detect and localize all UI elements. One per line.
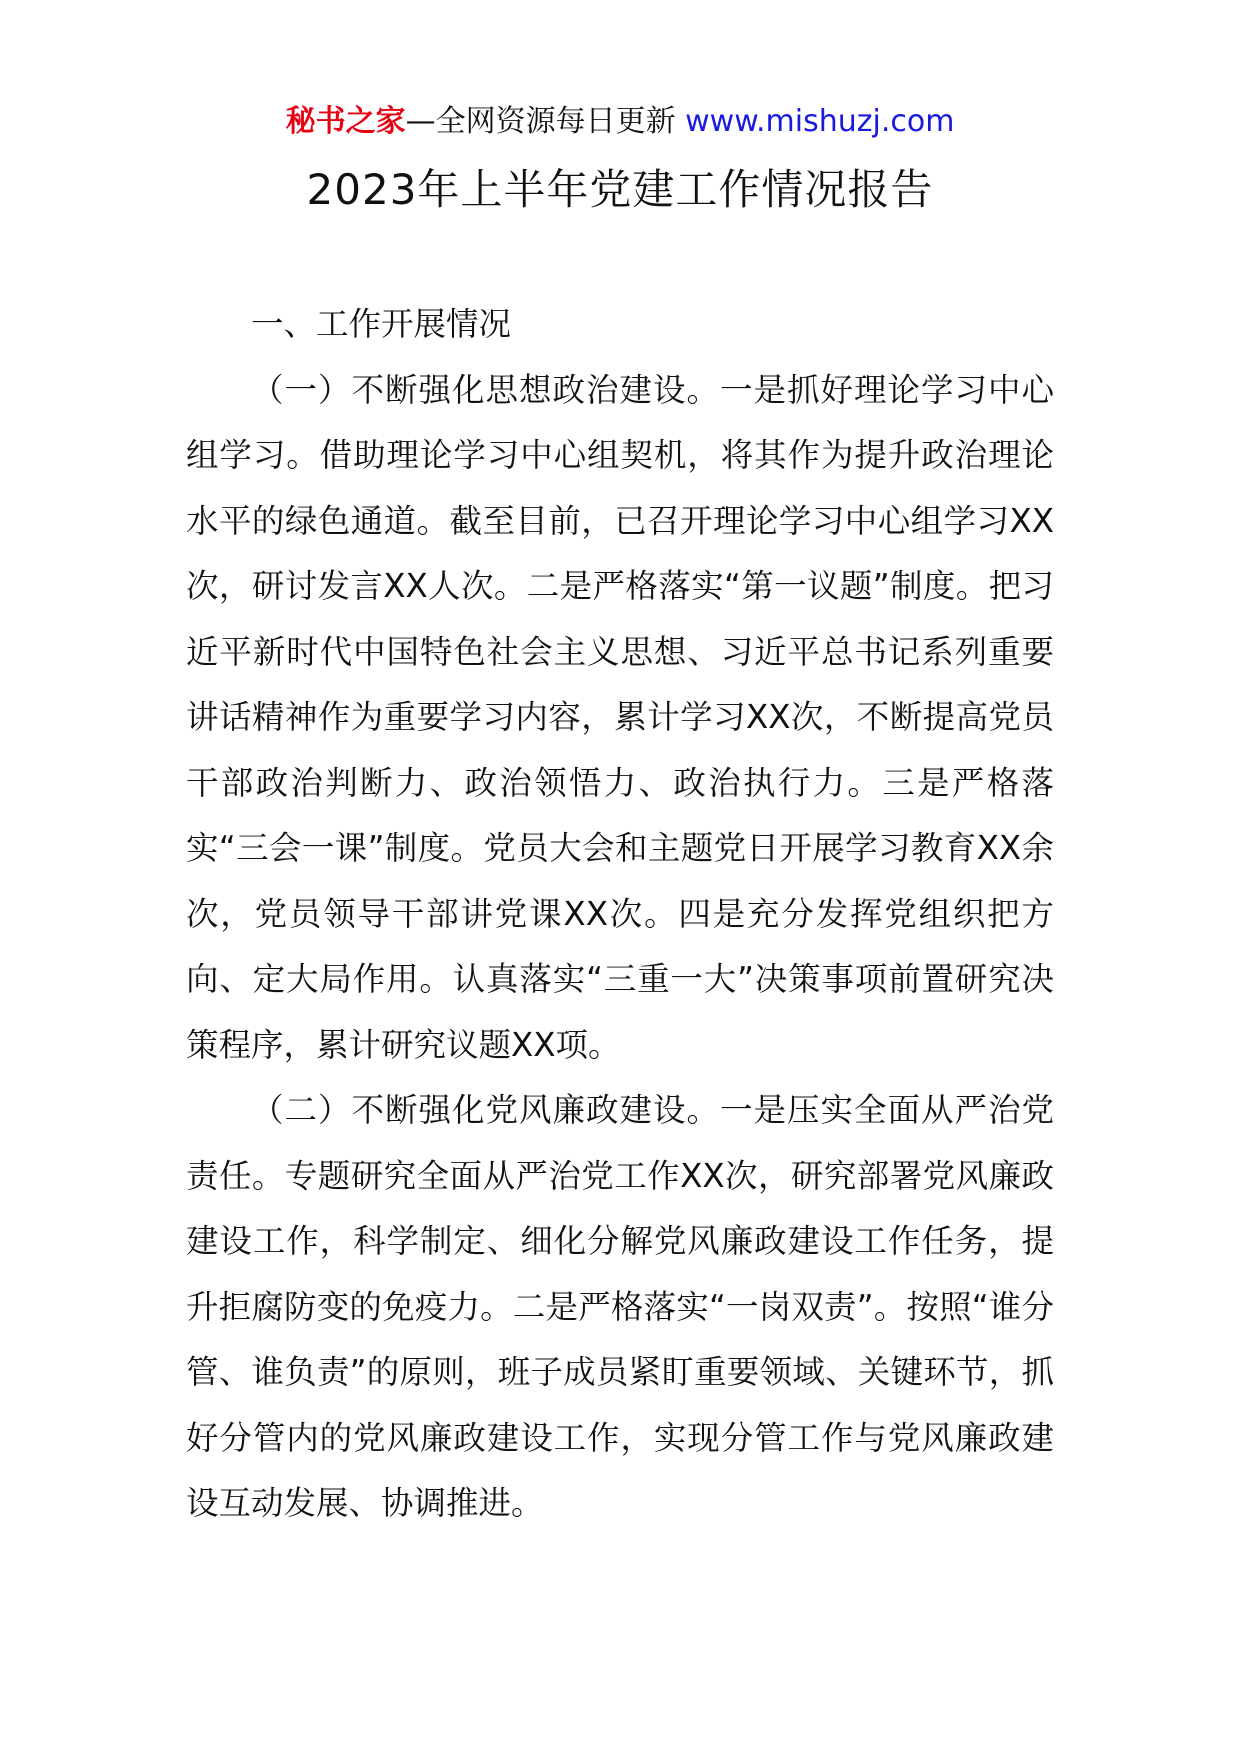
paragraph: （一）不断强化思想政治建设。一是抓好理论学习中心组学习。借助理论学习中心组契机，将其作为提升政治理论水平的绿色通道。截至目前，已召开理论学习中心组学习XX次，研讨发言XX人次。二是严格落实“第一议题”制度。把习近平新时代中国特色社会主义思想、习近平总书记系列重要讲话精神作为重要学习内容，累计学习XX次，不断提高党员干部政治判断力、政治领悟力、政治执行力。三是严格落实“三会一课”制度。党员大会和主题党日开展学习教育XX余次，党员领导干部讲党课XX次。四是充分发挥党组织把方向、定大局作用。认真落实“三重一大”决策事项前置研究决策程序，累计研究议题XX项。 bbox=[186, 370, 1054, 1064]
header-tagline: —全网资源每日更新 bbox=[405, 104, 676, 139]
brand-name: 秘书之家 bbox=[285, 104, 406, 139]
paragraph: （二）不断强化党风廉政建设。一是压实全面从严治党责任。专题研究全面从严治党工作XX次，研究部署党风廉政建设工作，科学制定、细化分解党风廉政建设工作任务，提升拒腐防变的免疫力。二是严格落实“一岗双责”。按照“谁分管、谁负责”的原则，班子成员紧盯重要领域、关键环节，抓好分管内的党风廉政建设工作，实现分管工作与党风廉政建设互动发展、协调推进。 bbox=[186, 1091, 1054, 1522]
site-header bbox=[0, 100, 1240, 144]
document-title: 2023年上半年党建工作情况报告 bbox=[306, 165, 934, 214]
site-url-link[interactable]: www.mishuzj.com bbox=[685, 104, 955, 139]
section-heading: 一、工作开展情况 bbox=[251, 305, 512, 343]
document-body bbox=[186, 292, 1054, 1537]
